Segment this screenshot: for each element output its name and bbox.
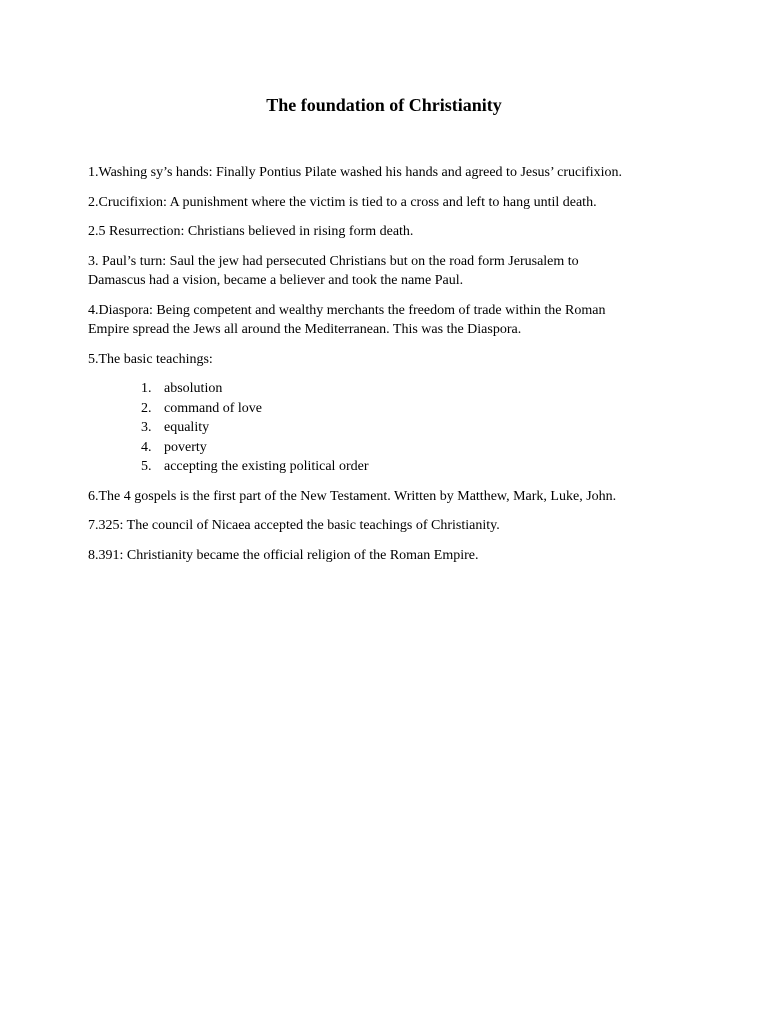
page-title: The foundation of Christianity <box>266 95 502 115</box>
paragraph-line: 6.The 4 gospels is the first part of the New Testament. Written by Matthew, Mark, Luke, John. <box>88 488 617 504</box>
list-item-number: 5. <box>141 459 152 474</box>
paragraph-line: 2.Crucifixion: A punishment where the victim is tied to a cross and left to hang until death. <box>88 194 597 210</box>
list-item <box>141 457 688 477</box>
paragraph <box>88 546 688 566</box>
list-item-text: command of love <box>164 400 262 416</box>
paragraph-line: Damascus had a vision, became a believer and took the name Paul. <box>88 273 464 288</box>
list-item-text: poverty <box>164 439 207 455</box>
list-item-text: absolution <box>164 381 223 396</box>
list-item-number: 1. <box>141 381 152 396</box>
list-item-text: equality <box>164 420 210 435</box>
paragraph <box>88 163 688 183</box>
paragraph-line: 8.391: Christianity became the official religion of the Roman Empire. <box>88 547 479 563</box>
paragraph <box>88 252 688 291</box>
paragraph-line: 7.325: The council of Nicaea accepted the basic teachings of Christianity. <box>88 518 500 533</box>
paragraph <box>88 350 688 370</box>
list-item <box>141 438 688 458</box>
list-item <box>141 399 688 419</box>
paragraph <box>88 487 688 507</box>
paragraph-line: 5.The basic teachings: <box>88 351 213 367</box>
paragraph-line: 3. Paul’s turn: Saul the jew had persecuted Christians but on the road form Jerusalem to <box>88 253 579 269</box>
paragraph-line: 2.5 Resurrection: Christians believed in rising form death. <box>88 224 414 239</box>
paragraph <box>88 301 688 340</box>
list-item-number: 2. <box>141 400 152 416</box>
document-body <box>88 163 688 575</box>
teachings-list <box>88 379 688 477</box>
list-item-number: 3. <box>141 420 152 435</box>
paragraph <box>88 193 688 213</box>
list-item <box>141 418 688 438</box>
paragraph <box>88 222 688 242</box>
paragraph-line: 4.Diaspora: Being competent and wealthy merchants the freedom of trade within the Roman <box>88 302 606 318</box>
paragraph-line: Empire spread the Jews all around the Mediterranean. This was the Diaspora. <box>88 322 522 337</box>
paragraph <box>88 516 688 536</box>
paragraphs-before <box>88 163 688 369</box>
paragraphs-after <box>88 487 688 566</box>
list-item-text: accepting the existing political order <box>164 459 369 474</box>
list-item-number: 4. <box>141 439 152 455</box>
paragraph-line: 1.Washing sy’s hands: Finally Pontius Pilate washed his hands and agreed to Jesus’ crucifixion. <box>88 165 623 180</box>
list-item <box>141 379 688 399</box>
